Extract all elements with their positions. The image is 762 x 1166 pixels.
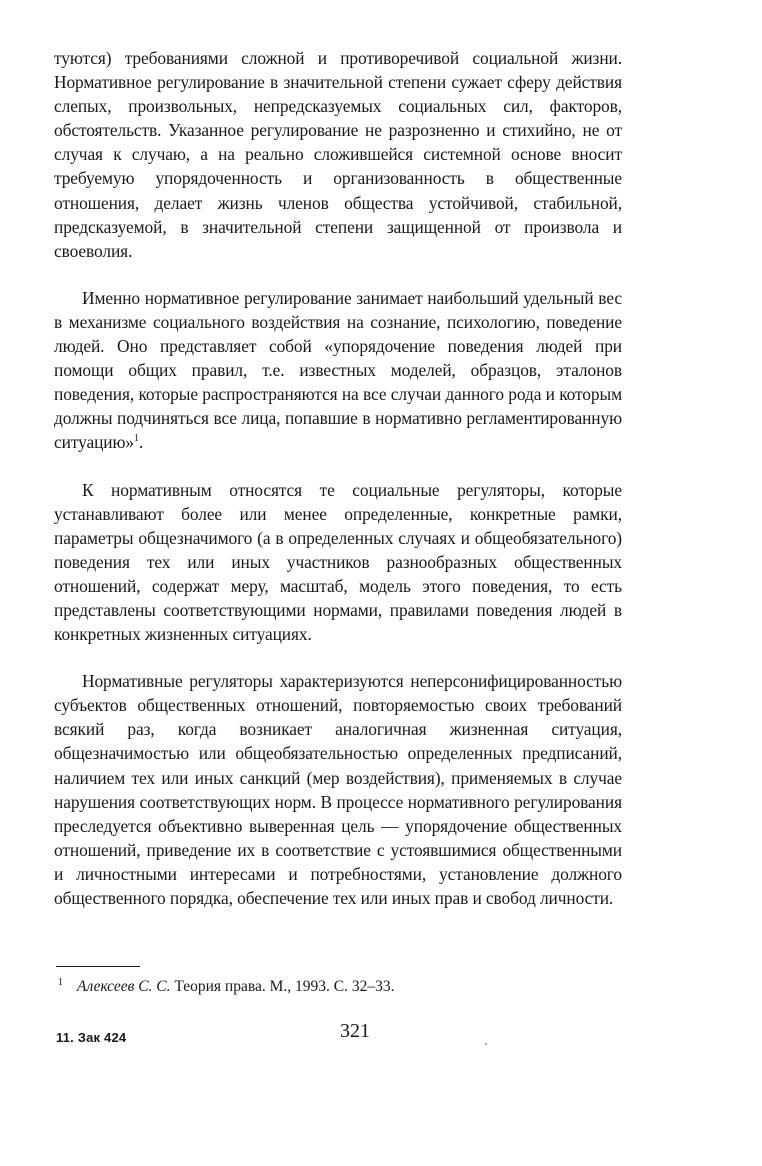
body-text (54, 46, 622, 933)
page-number: 321 (340, 1020, 370, 1042)
paragraph-3-text: К нормативным относятся те социальные регуляторы, которые устанавливают более или менее определенные, конкретные рамки, параметры общезначимого (а в определенных случаях и общеобязательного) поведения тех или иных участников разнообразных общественных отношений, содержат меру, масштаб, модель этого поведения, то есть представлены соответствующими нормами, правилами поведения людей в конкретных жизненных ситуациях. (54, 479, 622, 645)
printer-signature-mark: 11. Зак 424 (56, 1030, 127, 1045)
paragraph-2-text: Именно нормативное регулирование занимает наибольший удельный вес в механизме социального воздействия на сознание, психологию, поведение людей. Оно представляет собой «упорядочение поведения людей при помощи общих правил, т.е. известных моделей, образцов, эталонов поведения, которые распространяются на все случаи данного рода и которым должны подчиняться все лица, попавшие в нормативно регламентированную ситуацию» (54, 287, 622, 453)
paragraph-3 (54, 478, 622, 647)
footnote-text: Теория права. М., 1993. С. 32–33. (170, 978, 395, 995)
paragraph-4-text: Нормативные регуляторы характеризуются неперсонифицированностью субъектов общественных отношений, повторяемостью своих требований всякий раз, когда возникает аналогичная жизненная ситуация, общезначимостью или общеобязательностью определенных предписаний, наличием тех или иных санкций (мер воздействия), применяемых в случае нарушения соответствующих норм. В процессе нормативного регулирования преследуется объективно выверенная цель — упорядочение общественных отношений, приведение их в соответствие с устоявшимися общественными и личностными интересами и потребностями, установление должного общественного порядка, обеспечение тех или иных прав и свобод личности. (54, 671, 622, 908)
scan-speck (485, 1043, 487, 1045)
footnote-mark: 1 (58, 977, 63, 988)
footnote (58, 972, 618, 998)
paragraph-1 (54, 46, 622, 263)
paragraph-2-tail: . (138, 432, 144, 453)
footnote-divider (56, 966, 140, 967)
footnote-author: Алексеев С. С. (77, 978, 171, 995)
footnote-reference[interactable]: 1 (133, 433, 139, 445)
paragraph-1-text: туются) требованиями сложной и противоречивой социальной жизни. Нормативное регулирование в значительной степени сужает сферу действия слепых, произвольных, непредсказуемых социальных сил, факторов, обстоятельств. Указанное регулирование не разрозненно и стихийно, не от случая к случаю, а на реально сложившейся системной основе вносит требуемую упорядоченность и организованность в общественные отношения, делает жизнь членов общества устойчивой, стабильной, предсказуемой, в значительной степени защищенной от произвола и своеволия. (54, 48, 622, 261)
paragraph-2 (54, 286, 622, 455)
paragraph-4 (54, 669, 622, 910)
